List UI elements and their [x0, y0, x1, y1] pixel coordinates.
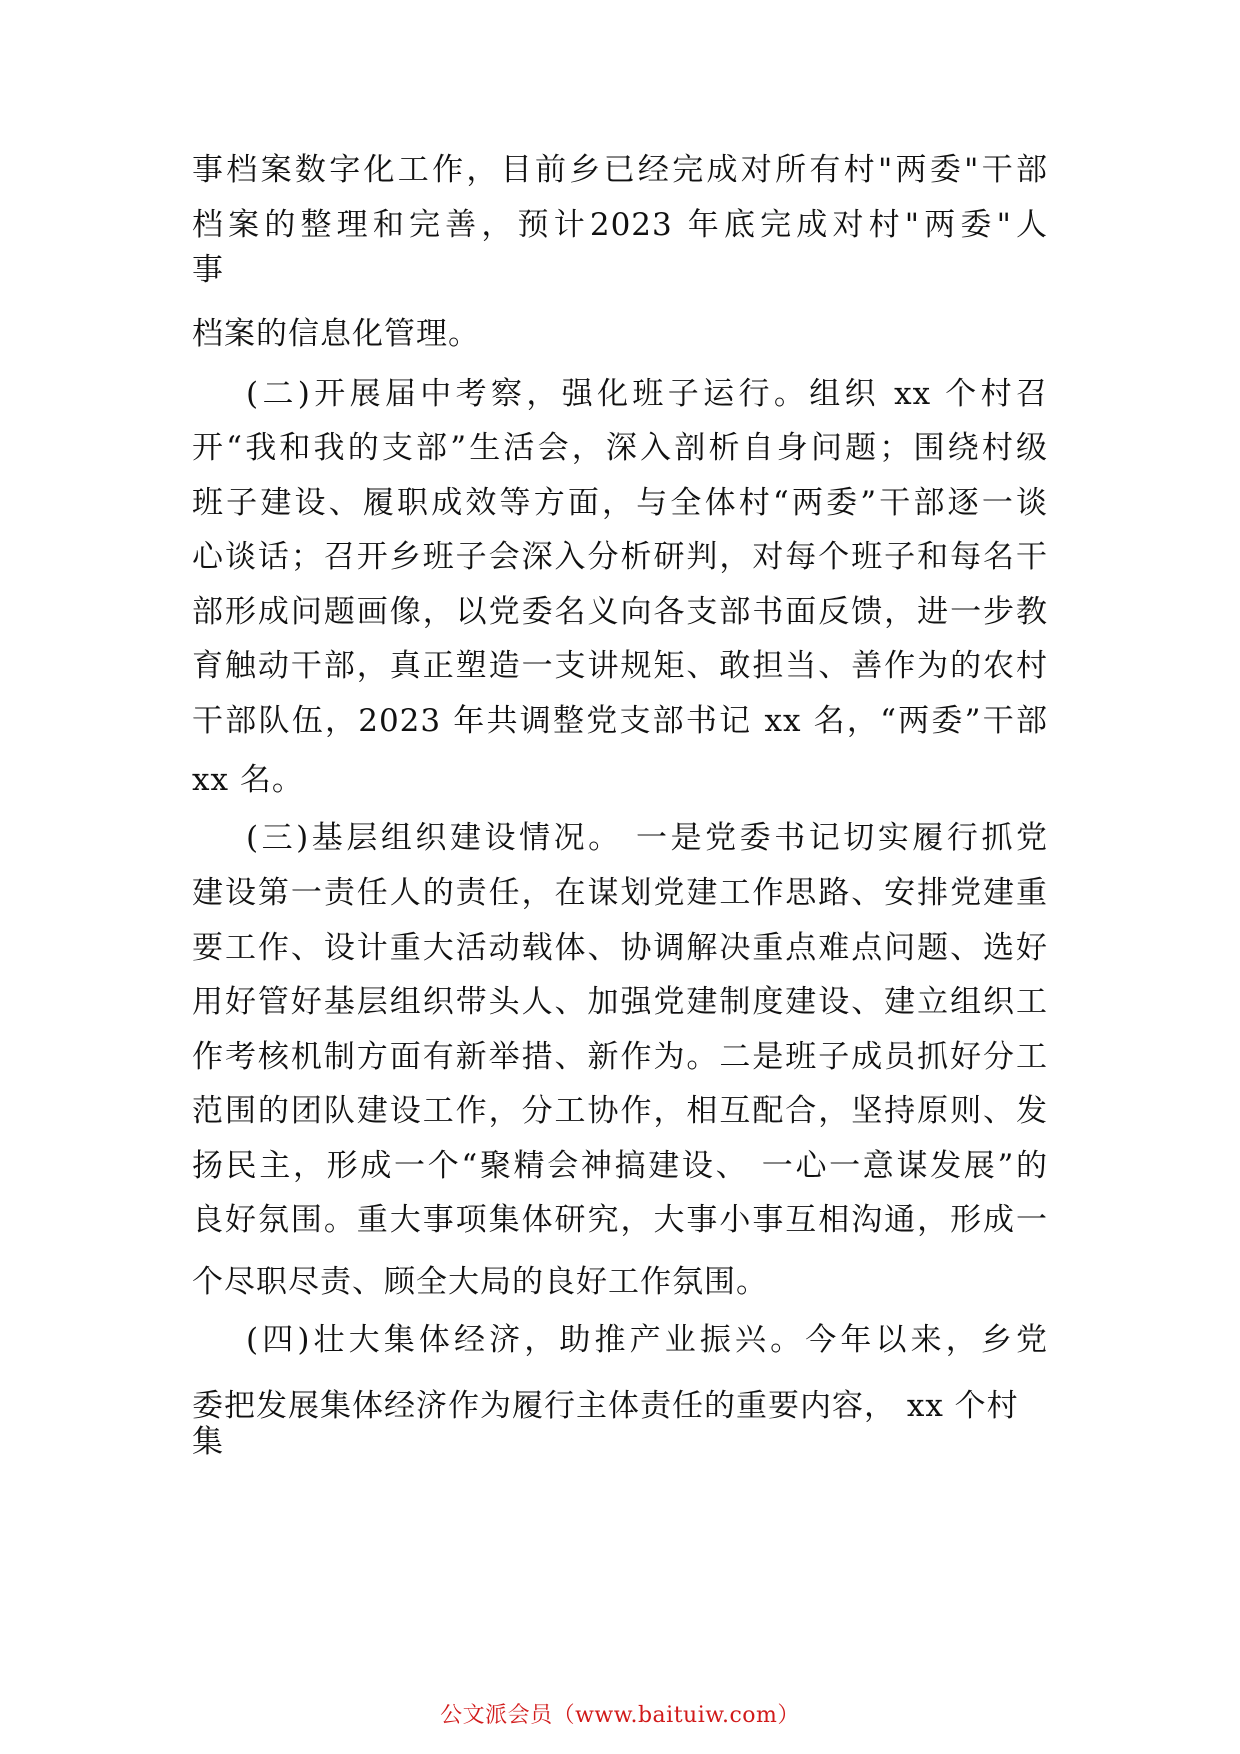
paragraph-heading-2: (二)开展届中考察，强化班子运行。组织 xx 个村召: [246, 376, 1048, 412]
text-line: 事档案数字化工作，目前乡已经完成对所有村"两委"干部: [192, 152, 1048, 188]
paragraph-heading-4: (四)壮大集体经济，助推产业振兴。今年以来，乡党: [246, 1322, 1048, 1358]
text-line: xx 名。: [192, 762, 304, 798]
text-line: 心谈话；召开乡班子会深入分析研判，对每个班子和每名干: [192, 539, 1048, 575]
text-line: 育触动干部，真正塑造一支讲规矩、敢担当、善作为的农村: [192, 648, 1048, 684]
text-line: 委把发展集体经济作为履行主体责任的重要内容， xx 个村: [192, 1388, 1019, 1424]
text-line: 范围的团队建设工作，分工协作，相互配合，坚持原则、发: [192, 1093, 1048, 1129]
text-line: 事: [192, 252, 224, 288]
footer-watermark: 公文派会员（www.baituiw.com）: [440, 1703, 800, 1728]
text-line: 档案的信息化管理。: [192, 316, 480, 352]
text-line: 个尽职尽责、顾全大局的良好工作氛围。: [192, 1264, 768, 1300]
text-line: 用好管好基层组织带头人、加强党建制度建设、建立组织工: [192, 984, 1048, 1020]
paragraph-heading-3: (三)基层组织建设情况。 一是党委书记切实履行抓党: [246, 820, 1048, 856]
text-line: 开“我和我的支部”生活会，深入剖析自身问题；围绕村级: [192, 430, 1048, 466]
text-line: 干部队伍，2023 年共调整党支部书记 xx 名，“两委”干部: [192, 703, 1048, 739]
text-line: 要工作、设计重大活动载体、协调解决重点难点问题、选好: [192, 930, 1048, 966]
text-line: 扬民主，形成一个“聚精会神搞建设、 一心一意谋发展”的: [192, 1148, 1048, 1184]
text-line: 档案的整理和完善，预计2023 年底完成对村"两委"人: [192, 207, 1048, 243]
text-line: 建设第一责任人的责任，在谋划党建工作思路、安排党建重: [192, 875, 1048, 911]
text-line: 集: [192, 1424, 224, 1460]
text-line: 作考核机制方面有新举措、新作为。二是班子成员抓好分工: [192, 1039, 1048, 1075]
text-line: 部形成问题画像，以党委名义向各支部书面反馈，进一步教: [192, 594, 1048, 630]
text-line: 良好氛围。重大事项集体研究，大事小事互相沟通，形成一: [192, 1202, 1048, 1238]
text-line: 班子建设、履职成效等方面，与全体村“两委”干部逐一谈: [192, 485, 1048, 521]
